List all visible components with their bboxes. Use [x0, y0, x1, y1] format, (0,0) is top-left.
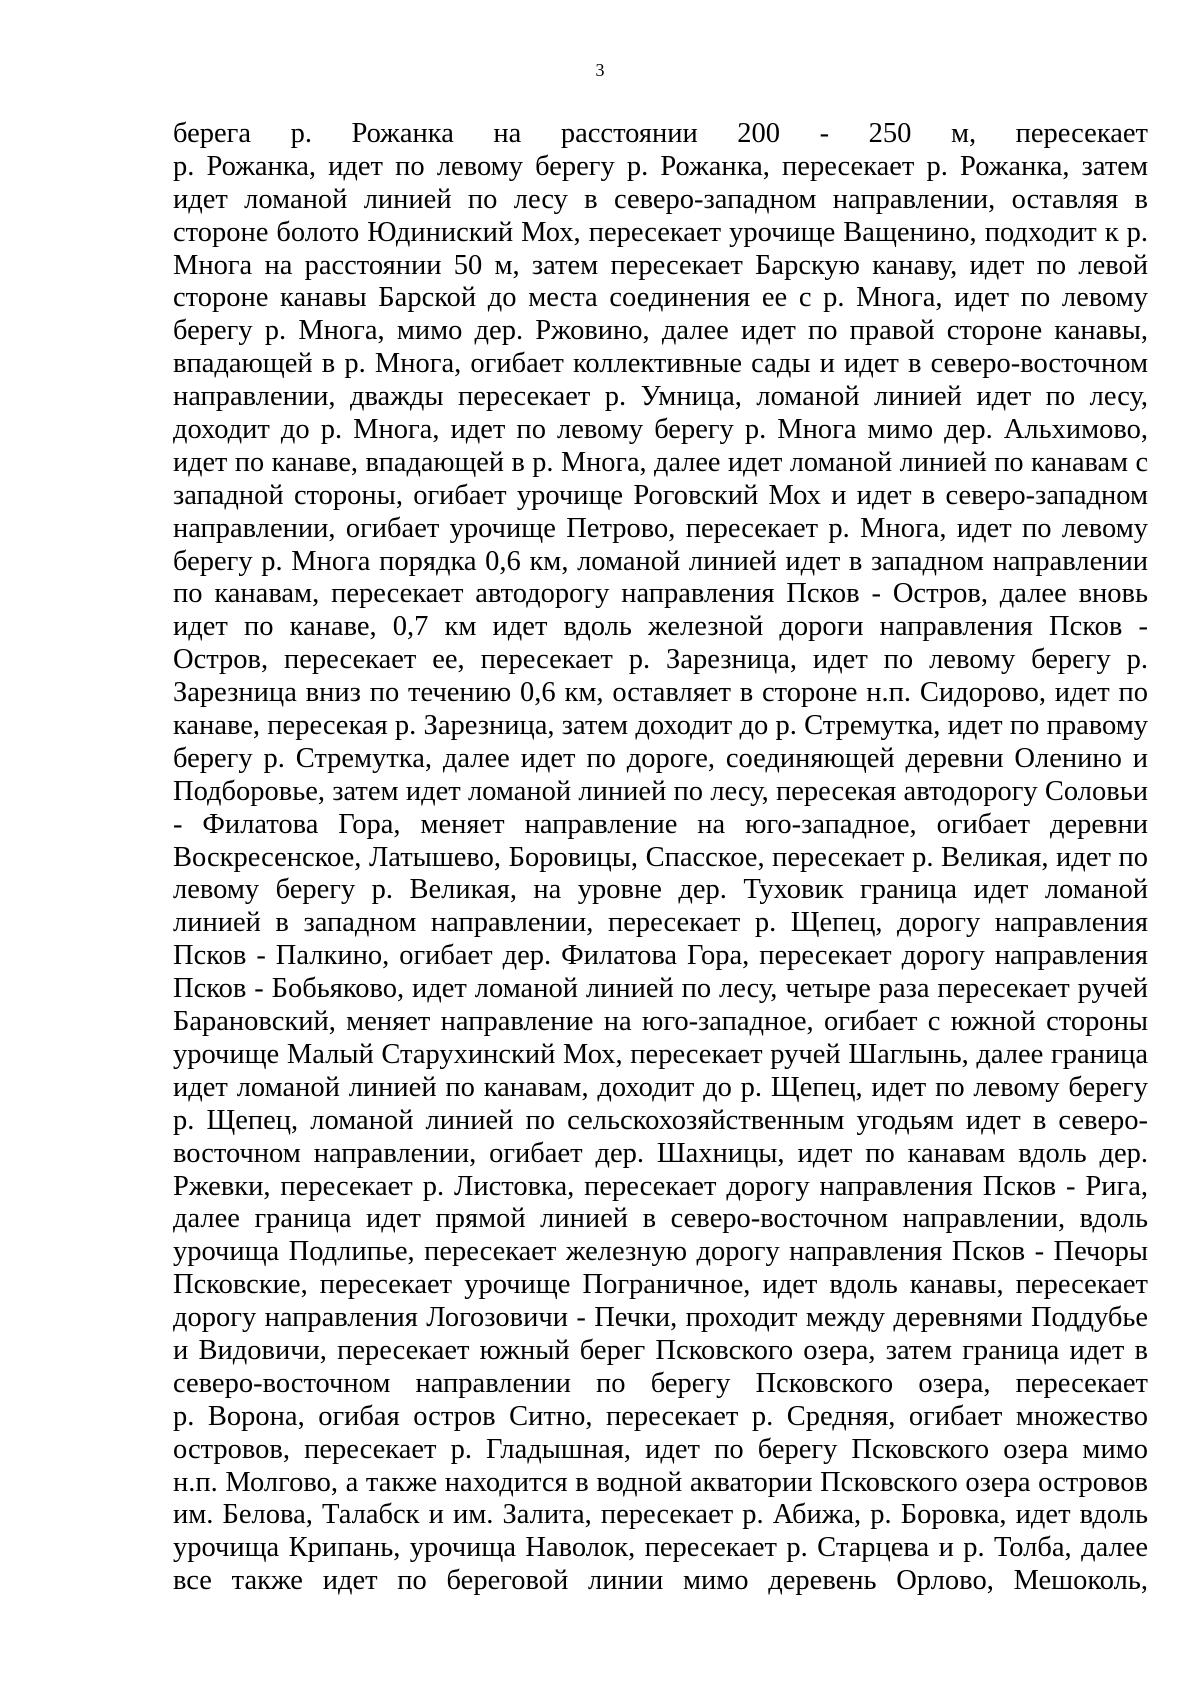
text-line: и Видовичи, пересекает южный берег Псковского озера, затем граница идет в — [173, 1334, 1148, 1366]
text-line: урочища Крипань, урочища Наволок, пересекает р. Старцева и р. Толба, далее — [173, 1532, 1148, 1564]
text-line: Псковские, пересекает урочище Пограничное, идет вдоль канавы, пересекает — [173, 1269, 1148, 1301]
text-line: впадающей в р. Многа, огибает коллективные сады и идет в северо-восточном — [173, 348, 1148, 380]
text-line: Барановский, меняет направление на юго-западное, огибает с южной стороны — [173, 1006, 1148, 1038]
text-line: Псков - Палкино, огибает дер. Филатова Гора, пересекает дорогу направления — [173, 940, 1148, 972]
text-line: западной стороны, огибает урочище Роговский Мох и идет в северо-западном — [173, 479, 1148, 511]
text-line: островов, пересекает р. Гладышная, идет по берегу Псковского озера мимо — [173, 1433, 1148, 1465]
text-line: идет по канаве, впадающей в р. Многа, далее идет ломаной линией по канавам с — [173, 446, 1148, 478]
text-line: берегу р. Стремутка, далее идет по дороге, соединяющей деревни Оленино и — [173, 742, 1148, 774]
text-line: идет по канаве, 0,7 км идет вдоль железной дороги направления Псков - — [173, 611, 1148, 643]
text-line: стороне болото Юдиниский Мох, пересекает урочище Ващенино, подходит к р. — [173, 216, 1148, 248]
text-line: урочище Малый Старухинский Мох, пересекает ручей Шаглынь, далее граница — [173, 1038, 1148, 1070]
text-line: по канавам, пересекает автодорогу направления Псков - Остров, далее вновь — [173, 578, 1148, 610]
text-line: берега р. Рожанка на расстоянии 200 - 250 м, пересекает — [173, 118, 1148, 149]
text-line: доходит до р. Многа, идет по левому берегу р. Многа мимо дер. Альхимово, — [173, 414, 1148, 446]
text-line: Подборовье, затем идет ломаной линией по лесу, пересекая автодорогу Соловьи — [173, 775, 1148, 807]
text-line: Остров, пересекает ее, пересекает р. Зарезница, идет по левому берегу р. — [173, 644, 1148, 676]
page-number: 3 — [595, 60, 605, 80]
text-line: берегу р. Многа, мимо дер. Ржовино, далее идет по правой стороне канавы, — [173, 315, 1148, 347]
text-line: северо-восточном направлении по берегу Псковского озера, пересекает — [173, 1367, 1148, 1399]
text-line: р. Рожанка, идет по левому берегу р. Рожанка, пересекает р. Рожанка, затем — [173, 150, 1148, 182]
text-line: берегу р. Многа порядка 0,6 км, ломаной линией идет в западном направлении — [173, 545, 1148, 577]
text-line: идет ломаной линией по канавам, доходит до р. Щепец, идет по левому берегу — [173, 1071, 1148, 1103]
text-line: н.п. Молгово, а также находится в водной акватории Псковского озера островов — [173, 1466, 1148, 1498]
text-line: далее граница идет прямой линией в северо-восточном направлении, вдоль — [173, 1203, 1148, 1235]
text-line: восточном направлении, огибает дер. Шахницы, идет по канавам вдоль дер. — [173, 1137, 1148, 1169]
text-line: урочища Подлипье, пересекает железную дорогу направления Псков - Печоры — [173, 1236, 1148, 1268]
text-line: Многа на расстоянии 50 м, затем пересекает Барскую канаву, идет по левой — [173, 249, 1148, 281]
text-line: Зарезница вниз по течению 0,6 км, оставляет в стороне н.п. Сидорово, идет по — [173, 677, 1148, 709]
text-line: все также идет по береговой линии мимо деревень Орлово, Мешоколь, — [173, 1565, 1148, 1597]
text-line: - Филатова Гора, меняет направление на юго-западное, огибает деревни — [173, 808, 1148, 840]
text-line: направлении, огибает урочище Петрово, пересекает р. Многа, идет по левому — [173, 512, 1148, 544]
text-line: направлении, дважды пересекает р. Умница, ломаной линией идет по лесу, — [173, 381, 1148, 413]
text-line: стороне канавы Барской до места соединения ее с р. Многа, идет по левому — [173, 282, 1148, 314]
text-line: Псков - Бобьяково, идет ломаной линией по лесу, четыре раза пересекает ручей — [173, 973, 1148, 1005]
text-line: линией в западном направлении, пересекает р. Щепец, дорогу направления — [173, 907, 1148, 939]
body-text — [173, 118, 1148, 1598]
text-line: Воскресенское, Латышево, Боровицы, Спасское, пересекает р. Великая, идет по — [173, 841, 1148, 873]
text-line: Ржевки, пересекает р. Листовка, пересекает дорогу направления Псков - Рига, — [173, 1170, 1148, 1202]
text-line: р. Ворона, огибая остров Ситно, пересекает р. Средняя, огибает множество — [173, 1400, 1148, 1432]
text-line: идет ломаной линией по лесу в северо-западном направлении, оставляя в — [173, 183, 1148, 215]
text-line: левому берегу р. Великая, на уровне дер. Туховик граница идет ломаной — [173, 874, 1148, 906]
text-line: канаве, пересекая р. Зарезница, затем доходит до р. Стремутка, идет по правому — [173, 710, 1148, 742]
text-line: дорогу направления Логозовичи - Печки, проходит между деревнями Поддубье — [173, 1302, 1148, 1334]
text-line: р. Щепец, ломаной линией по сельскохозяйственным угодьям идет в северо- — [173, 1104, 1148, 1136]
text-line: им. Белова, Талабск и им. Залита, пересекает р. Абижа, р. Боровка, идет вдоль — [173, 1499, 1148, 1531]
